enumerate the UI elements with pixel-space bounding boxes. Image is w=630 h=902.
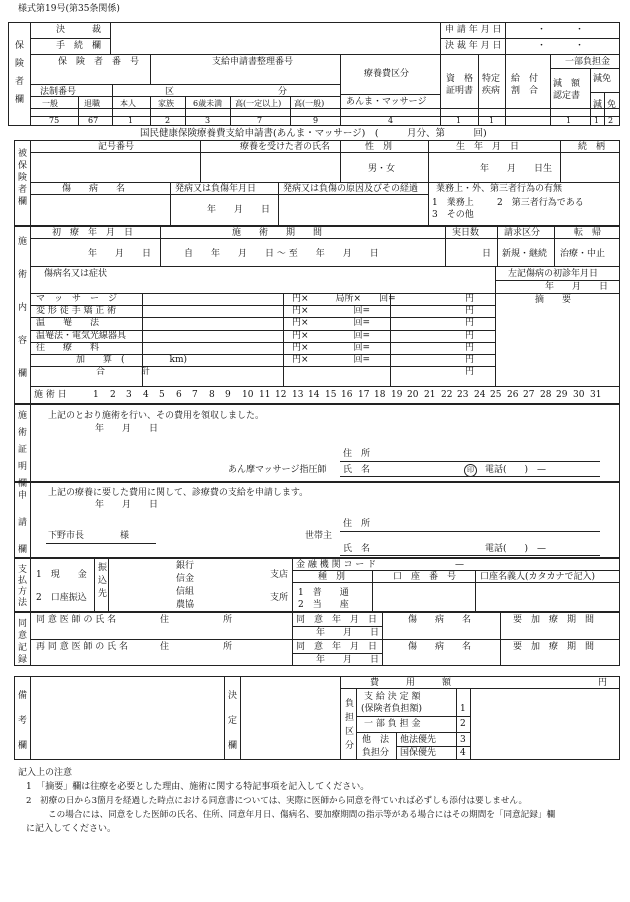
method-cash: 1 現 金	[36, 570, 87, 580]
acct-type-1: 1 普 通	[298, 588, 349, 598]
proof-side-label: 施術証明欄	[16, 410, 26, 495]
code-value: 7	[257, 116, 263, 125]
kyufu-label: 給 付	[511, 74, 539, 84]
treatment-day[interactable]: 7	[192, 390, 198, 400]
symptom-label: 傷病名又は症状	[44, 269, 108, 279]
request-text: 上記の療養に要した費用に関して、診療費の支給を申請します。	[48, 488, 309, 498]
kettei-label: 決定欄	[226, 690, 236, 765]
treatment-day[interactable]: 16	[341, 390, 353, 400]
code-value: 1	[489, 116, 495, 125]
code-value: 4	[388, 116, 394, 125]
bank-type: 農協	[176, 600, 195, 610]
acct-type-2: 2 当 座	[298, 600, 349, 610]
treatment-day[interactable]: 18	[374, 390, 386, 400]
treatment-day[interactable]: 28	[540, 390, 552, 400]
furikomi-label: 振込先	[96, 562, 106, 601]
form-label: 様式第19号(第35条関係)	[18, 4, 120, 14]
treatment-day[interactable]: 26	[507, 390, 519, 400]
fee-row-yen: 円	[465, 318, 475, 328]
consent-date-value: 年 月 日	[316, 628, 380, 638]
reconsent-date-label: 同 意 年 月 日	[296, 642, 378, 652]
hiyo-label: 費 用 額	[370, 678, 452, 688]
date-dot: ・	[537, 25, 547, 35]
reconsent-addr-label: 住 所	[160, 642, 233, 652]
ichibu-label: 一部負担金	[565, 57, 611, 67]
request-addr-label: 住 所	[343, 519, 371, 529]
sex-label: 性 別	[365, 142, 393, 152]
futan-r4b: 国保優先	[400, 748, 437, 758]
fee-row-label: 変 形 徒 手 矯 正 術	[36, 306, 117, 316]
treatment-day[interactable]: 6	[176, 390, 182, 400]
futan-r1a: 支 給 決 定 額	[364, 692, 421, 702]
fee-row-calc: 円× 回=	[292, 343, 371, 353]
first-ref-label: 左記傷病の初診年月日	[508, 269, 599, 279]
fee-row-yen: 円	[465, 306, 475, 316]
treatment-day[interactable]: 24	[474, 390, 486, 400]
treatment-day[interactable]: 22	[441, 390, 453, 400]
treatment-day[interactable]: 12	[275, 390, 287, 400]
gen-label: 減	[593, 100, 603, 110]
treatment-day[interactable]: 8	[209, 390, 215, 400]
fee-row-label: 加 算 ( km)	[76, 355, 188, 365]
date-dot: ・	[537, 41, 547, 51]
work-option-1: 1 業務上	[432, 198, 474, 208]
sex-value: 男・女	[368, 164, 396, 174]
acct-type-label: 種 別	[318, 572, 346, 582]
period-value: 自 年 月 日 〜 至 年 月 日	[184, 249, 379, 259]
code-value: 3	[205, 116, 211, 125]
futan-r2: 一 部 負 担 金	[364, 719, 421, 729]
futan-r1b: (保険者負担額)	[361, 704, 423, 714]
reconsent-date-value: 年 月 日	[316, 655, 380, 665]
nintei-label: 認定書	[553, 91, 581, 101]
fee-row-label: 往 療 料	[36, 343, 100, 353]
treatment-day[interactable]: 5	[159, 390, 165, 400]
code-value: 2	[165, 116, 171, 125]
relation-label: 続 柄	[578, 142, 606, 152]
work-option-3: 3 その他	[432, 210, 474, 220]
bun-label: 分	[278, 87, 288, 97]
fee-row-calc: 円× 回=	[292, 331, 371, 341]
app-no-label: 支給申請書整理番号	[212, 57, 294, 67]
acct-holder-label: 口座名義人(カタカナで記入)	[480, 572, 596, 582]
hiyo-yen: 円	[598, 678, 608, 688]
cat-6sai: 6歳未満	[193, 99, 223, 108]
proof-date: 年 月 日	[95, 424, 159, 434]
fee-row-label: 温 罨 法	[36, 318, 100, 328]
bank-type: 信組	[176, 587, 195, 597]
insured-side-label: 被保険者欄	[16, 148, 26, 208]
code-value: 1	[594, 116, 600, 125]
householder-label: 世帯主	[305, 531, 333, 541]
tekiyo-label: 摘 要	[535, 295, 572, 305]
futan-label: 負担区分	[343, 698, 353, 754]
treatment-day[interactable]: 4	[143, 390, 149, 400]
proof-text: 上記のとおり施術を行い、その費用を領収しました。	[48, 411, 265, 421]
futan-r4-no: 4	[460, 748, 466, 758]
treatment-day[interactable]: 21	[424, 390, 436, 400]
consent-side-label: 同意記録	[16, 618, 26, 666]
treatment-day[interactable]: 27	[523, 390, 535, 400]
treatment-day[interactable]: 23	[457, 390, 469, 400]
proof-tel: 電話( ) —	[485, 465, 547, 475]
code-value: 1	[128, 116, 134, 125]
consent-disease-label: 傷 病 名	[408, 615, 472, 625]
cat-ippan: 一般	[42, 99, 58, 108]
payment-side-label: 支払方法	[16, 564, 26, 608]
request-name-label: 氏 名	[343, 544, 371, 554]
treatment-day[interactable]: 17	[358, 390, 370, 400]
ryoyo-kubun-label: 療養費区分	[364, 69, 410, 79]
code-value: 9	[313, 116, 319, 125]
shikaku-label: 資 格	[446, 74, 474, 84]
consent-date-label: 同 意 年 月 日	[296, 615, 378, 625]
bank-type: 銀行	[176, 561, 195, 571]
futan-r3a: 他 法	[362, 735, 390, 745]
treatment-day[interactable]: 9	[225, 390, 231, 400]
treatment-day[interactable]: 29	[556, 390, 568, 400]
code-value: 1	[566, 116, 572, 125]
treatment-day[interactable]: 30	[573, 390, 585, 400]
dob-value: 年 月 日生	[480, 164, 553, 174]
ku-label: 区	[165, 87, 175, 97]
code-value: 67	[88, 116, 99, 125]
tenki-label: 転 帰	[574, 228, 602, 238]
treatment-day[interactable]: 3	[126, 390, 132, 400]
kigo-label: 記号番号	[98, 142, 135, 152]
treatment-day[interactable]: 14	[308, 390, 320, 400]
note-1: 1 「摘要」欄は往療を必要とした理由、施術に関する特記事項を記入してください。	[26, 782, 370, 792]
treatment-day[interactable]: 31	[590, 390, 602, 400]
code-value: 75	[49, 116, 60, 125]
request-side-label: 申請欄	[16, 490, 26, 571]
insurer-no-label: 保 険 者 番 号	[58, 57, 140, 67]
fee-row-yen: 円	[465, 331, 475, 341]
notes-heading: 記入上の注意	[18, 768, 73, 778]
hosei-no-label: 法制番号	[40, 87, 77, 97]
futan-r4a: 負担分	[362, 748, 390, 758]
fee-row-yen: 円	[465, 294, 475, 304]
patient-name-label: 療養を受けた者の氏名	[240, 142, 331, 152]
genmen-label: 減免	[593, 74, 612, 84]
cat-taishoku: 退職	[84, 99, 100, 108]
futan-r3-no: 3	[460, 735, 466, 745]
request-date: 年 月 日	[95, 500, 159, 510]
work-option-2: 2 第三者行為である	[497, 198, 584, 208]
treatment-day[interactable]: 10	[242, 390, 254, 400]
fee-row-yen: 円	[465, 343, 475, 353]
code-value: 1	[456, 116, 462, 125]
branch-type: 支店	[270, 570, 289, 580]
shikkan-label: 疾病	[482, 86, 501, 96]
fee-row-label: 合 計	[96, 367, 151, 377]
tetsuzuki-label: 手 続 欄	[56, 41, 102, 51]
reconsent-doctor-label: 再 同 意 医 師 の 氏 名	[36, 642, 129, 652]
note-2: 2 初療の日から3箇月を経過した時点における同意書については、実際に医師から同意を得ていれば必ずしも添付は要しません。	[26, 796, 528, 806]
day-label: 施 術 日	[34, 390, 67, 400]
reconsent-period-label: 要 加 療 期 間	[513, 642, 595, 652]
branch-type: 支所	[270, 593, 289, 603]
treatment-day[interactable]: 19	[391, 390, 403, 400]
fee-row-calc: 円× 回=	[292, 306, 371, 316]
ryoyo-kubun-value: あんま・マッサージ	[346, 97, 427, 107]
shomeisho-label: 証明書	[446, 86, 474, 96]
futan-r1-no: 1	[460, 704, 466, 714]
fee-row-calc: 円× 局所× 回=	[292, 294, 396, 304]
work-label: 業務上・外、第三者行為の有無	[436, 184, 563, 194]
treatment-day[interactable]: 13	[292, 390, 304, 400]
insurer-side-label: 保険者欄	[13, 40, 23, 112]
kessai-label: 決 裁	[56, 25, 102, 35]
proof-addr-label: 住 所	[343, 449, 371, 459]
proof-name-label: 氏 名	[343, 465, 371, 475]
fee-row-label: マ ッ サ ー ジ	[36, 294, 118, 304]
bank-type: 信金	[176, 574, 195, 584]
dob-label: 生 年 月 日	[456, 142, 520, 152]
kubun-value: 新規・継続	[502, 249, 548, 259]
form-title: 国民健康保険療養費支給申請書(あんま・マッサージ) ( 月分、第 回)	[140, 128, 487, 139]
treatment-day[interactable]: 1	[93, 390, 99, 400]
date-dot: ・	[575, 25, 585, 35]
treatment-day[interactable]: 25	[490, 390, 502, 400]
mayor-label: 下野市長 様	[48, 531, 130, 541]
days-label: 実日数	[452, 228, 480, 238]
treatment-day[interactable]: 15	[325, 390, 337, 400]
code-value: 2	[608, 116, 614, 125]
treatment-side-label: 施術内容欄	[16, 236, 26, 401]
treatment-day[interactable]: 11	[259, 390, 271, 400]
cat-kazoku: 家族	[158, 99, 174, 108]
fee-row-calc: 円× 回=	[292, 318, 371, 328]
cat-kou1: 高(一定以上)	[235, 99, 282, 108]
gengaku-label: 減 額	[553, 79, 581, 89]
men-label: 免	[607, 100, 617, 110]
onset-label: 発病又は負傷年月日	[175, 184, 257, 194]
cause-label: 発病又は負傷の原因及びその経過	[283, 184, 419, 194]
request-tel: 電話( ) —	[485, 544, 547, 554]
fee-row-label: 温罨法・電気光線器具	[36, 331, 127, 341]
period-label: 施 術 期 間	[232, 228, 323, 238]
days-value: 日	[482, 249, 492, 259]
note-4: に記入してください。	[26, 824, 117, 834]
disease-label: 傷 病 名	[62, 184, 126, 194]
first-ref-value: 年 月 日	[545, 282, 609, 292]
date-dot: ・	[575, 41, 585, 51]
method-transfer: 2 口座振込	[36, 593, 87, 603]
onset-value: 年 月 日	[207, 205, 271, 215]
cat-kou2: 高(一般)	[294, 99, 325, 108]
inst-code-dash: —	[455, 560, 464, 570]
tenki-value: 治療・中止	[560, 249, 606, 259]
fee-row-calc: 円× 回=	[292, 355, 371, 365]
acct-no-label: 口 座 番 号	[393, 572, 457, 582]
applied-date-label: 申 請 年 月 日	[445, 25, 502, 35]
inst-code-label: 金 融 機 関 コ ー ド	[296, 560, 377, 570]
decided-date-label: 決 裁 年 月 日	[445, 41, 502, 51]
kubun-label: 請求区分	[504, 228, 541, 238]
reconsent-disease-label: 傷 病 名	[408, 642, 472, 652]
tokutei-label: 特定	[482, 74, 501, 84]
first-visit-label: 初 療 年 月 日	[52, 228, 134, 238]
consent-addr-label: 住 所	[160, 615, 233, 625]
cat-honnin: 本人	[120, 99, 136, 108]
note-3: この場合には、同意をした医師の氏名、住所、同意年月日、傷病名、要加療期間の指示等がある場合にはその期間を「同意記録」欄	[48, 810, 556, 820]
fee-row-yen: 円	[465, 355, 475, 365]
futan-r2-no: 2	[460, 719, 466, 729]
futan-r3b: 他法優先	[400, 735, 437, 745]
treatment-day[interactable]: 2	[110, 390, 116, 400]
biko-label: 備考欄	[16, 690, 26, 765]
seal-mark: 印	[464, 464, 477, 477]
first-visit-value: 年 月 日	[88, 249, 152, 259]
fee-row-yen: 円	[465, 367, 475, 377]
treatment-day[interactable]: 20	[407, 390, 419, 400]
consent-doctor-label: 同 意 医 師 の 氏 名	[36, 615, 117, 625]
wariai-label: 割 合	[511, 86, 539, 96]
proof-role: あん摩マッサージ指圧師	[228, 465, 327, 475]
consent-period-label: 要 加 療 期 間	[513, 615, 595, 625]
